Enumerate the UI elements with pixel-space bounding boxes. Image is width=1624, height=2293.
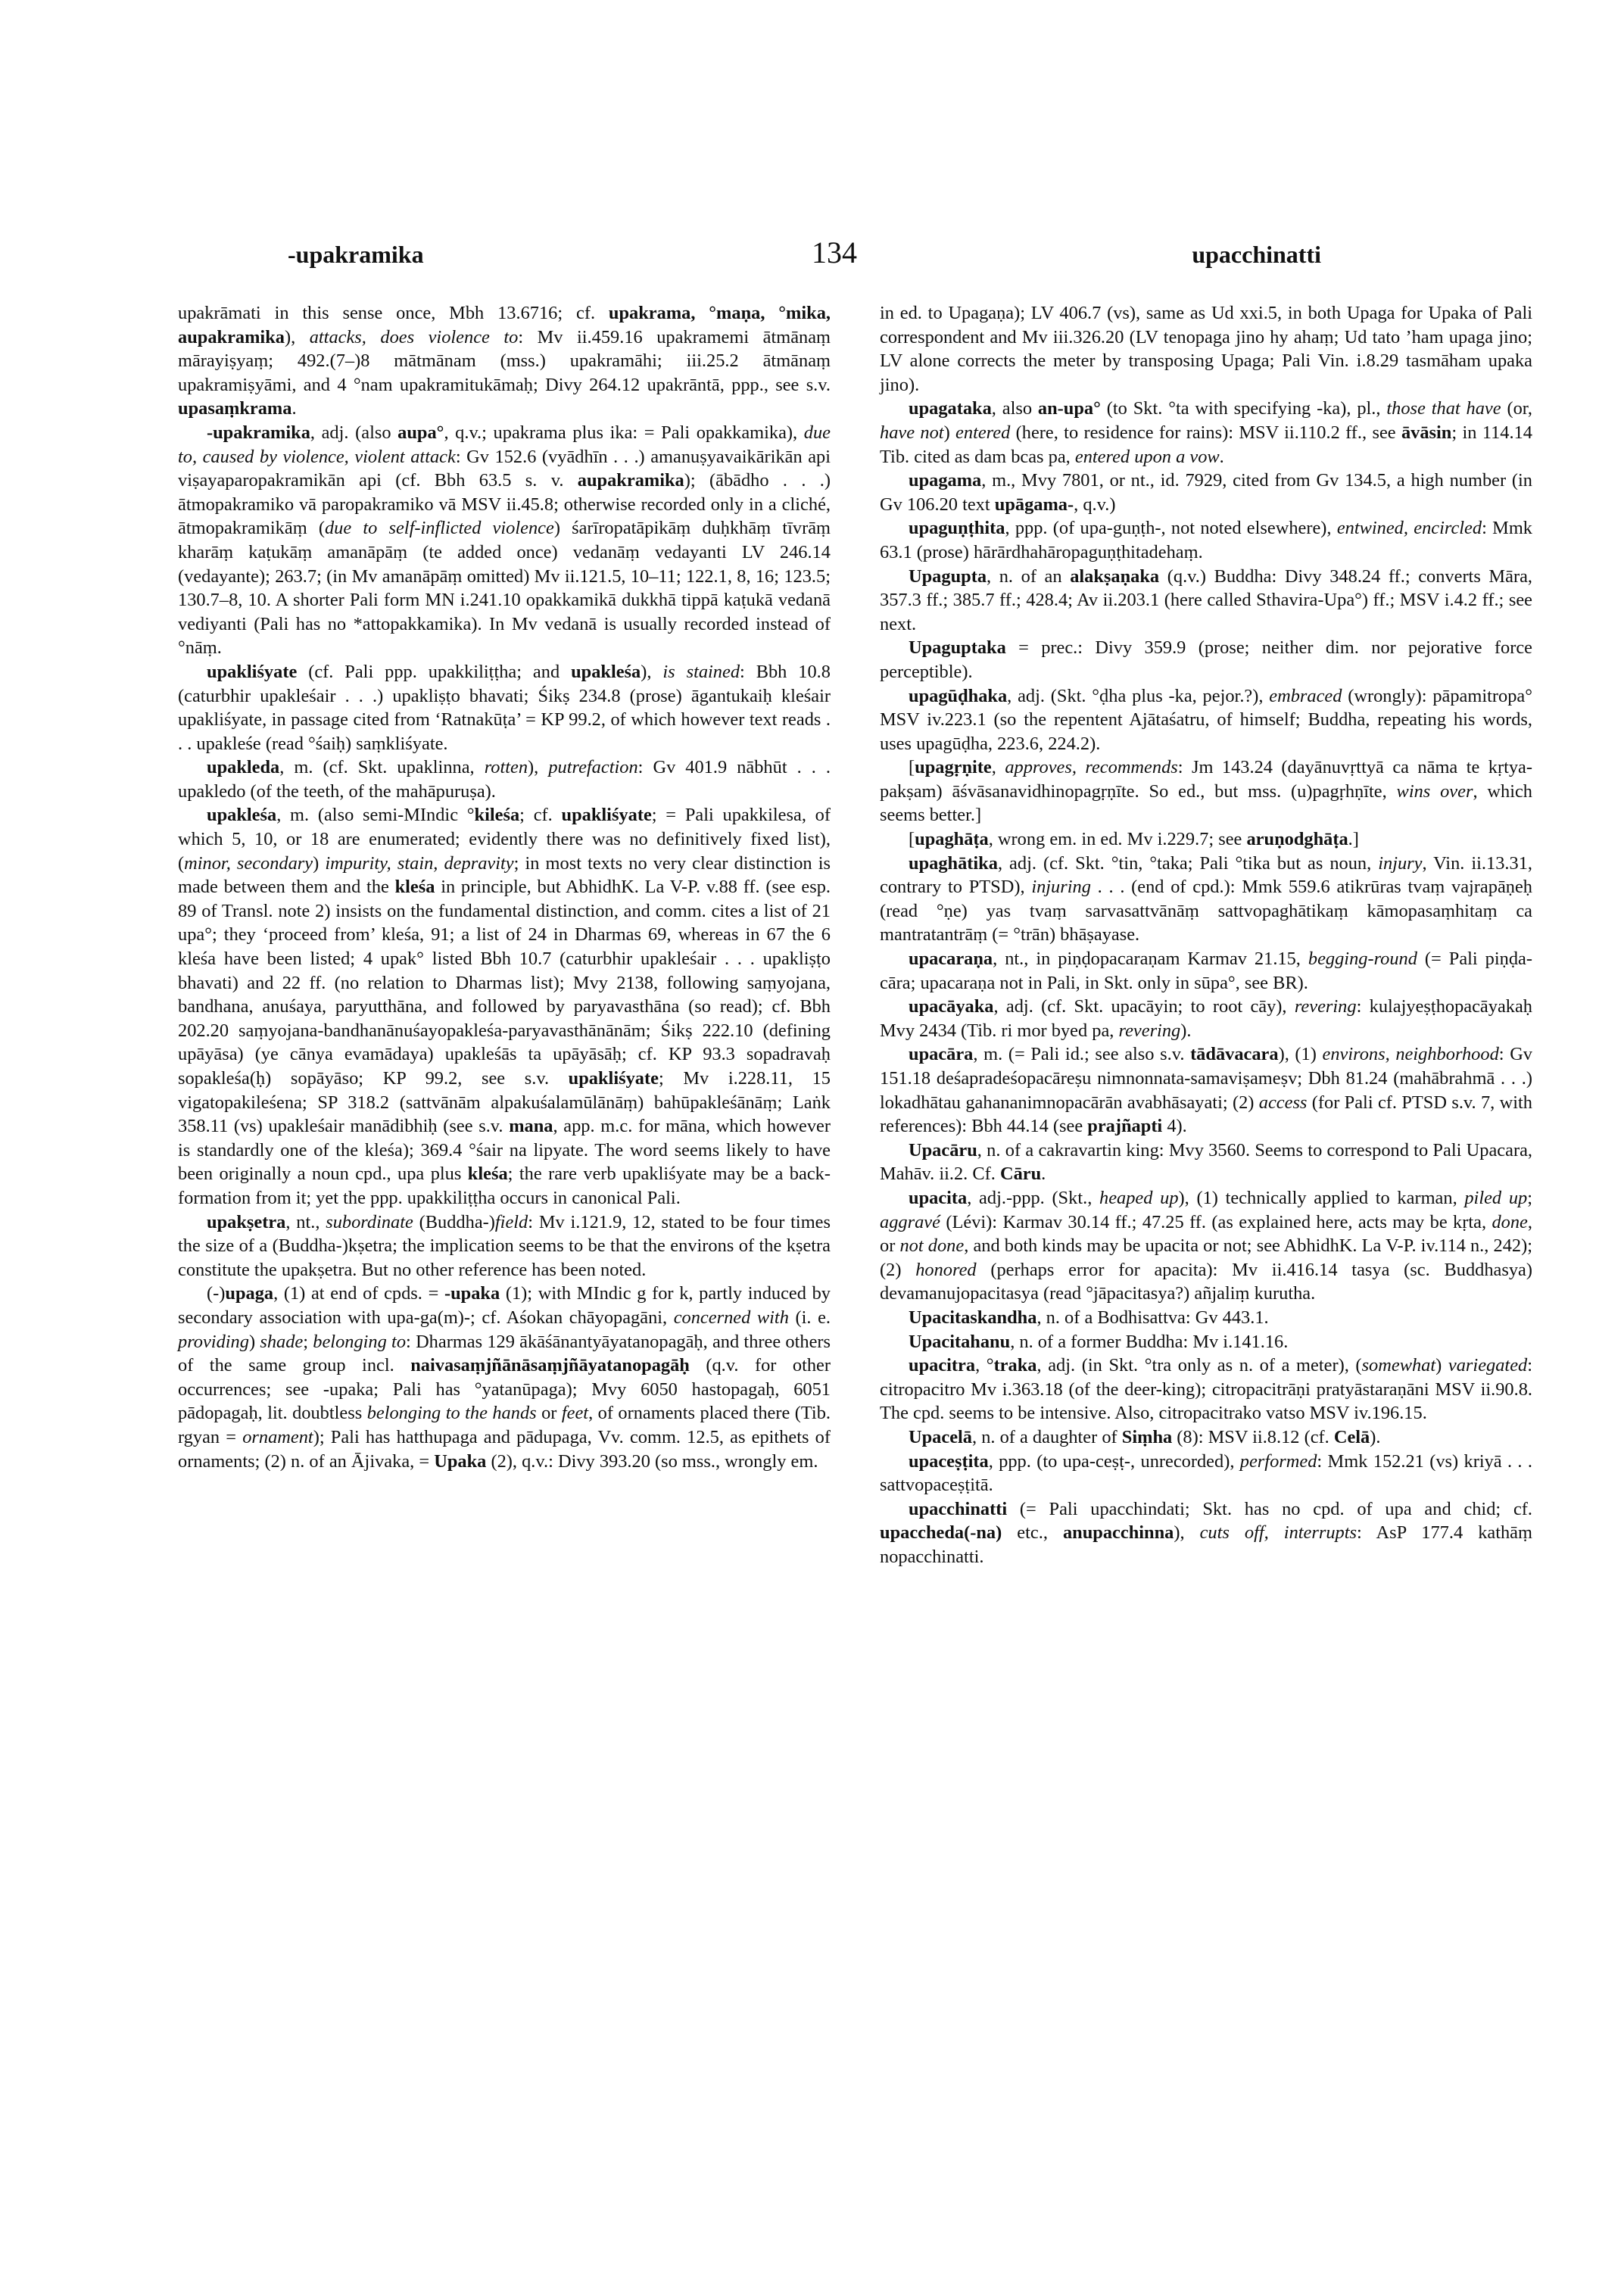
entry-paragraph: Upacelā, n. of a daughter of Siṃha (8): MSV ii.8.12 (cf. Celā).	[909, 1426, 1381, 1447]
entry-paragraph: Upaguptaka = prec.: Divy 359.9 (prose; neither dim. nor pejorative force perceptible).	[880, 637, 1532, 682]
page-number: 134	[812, 235, 857, 269]
right-column	[880, 301, 1532, 1569]
page-header	[174, 235, 1454, 286]
entry-paragraph: upacaraṇa, nt., in piṇḍopacaraṇam Karmav 21.15, begging-round (= Pali piṇḍa-cāra; upacaraṇa not in Pali, in Skt. only in sūpa°, see BR).	[880, 949, 1532, 993]
entry-paragraph: (-)upaga, (1) at end of cpds. = -upaka (1); with MIndic g for k, partly induced by secondary association with upa-ga(m)-; cf. Aśokan chāyopagāni, concerned with (i. e. providing) shade; belonging to: Dharmas 129 ākāśānantyāyatanopagāḥ, and three others of the same group incl. naivasaṃjñānāsaṃjñāyatanopagāḥ (q.v. for other occurrences; see -upaka; Pali has °yatanūpaga); Mvy 6050 hastopagaḥ, 6051 pādopagaḥ, lit. doubtless belonging to the hands or feet, of ornaments placed there (Tib. rgyan = ornament); Pali has hatthupaga and pādupaga, Vv. comm. 12.5, as epithets of ornaments; (2) n. of an Ājivaka, = Upaka (2), q.v.: Divy 393.20 (so mss., wrongly em.	[178, 1283, 831, 1472]
header-left-headword: -upakramika	[288, 241, 424, 268]
entry-paragraph: upacitra, °traka, adj. (in Skt. °tra only as n. of a meter), (somewhat) variegated: citropacitro Mv i.363.18 (of the deer-king); citropacitrāṇi pratyāstaraṇāni MSV ii.90.8. The cpd. seems to be intensive. Also, citropacitrako vatso MSV iv.196.15.	[880, 1355, 1532, 1424]
entry-paragraph: Upacitaskandha, n. of a Bodhisattva: Gv 443.1.	[909, 1307, 1269, 1328]
entry-paragraph: [upaghāṭa, wrong em. in ed. Mv i.229.7; see aruṇodghāṭa.]	[909, 829, 1359, 850]
entry-paragraph: upagūḍhaka, adj. (Skt. °ḍha plus -ka, pejor.?), embraced (wrongly): pāpamitropa° MSV iv.223.1 (so the repentent Ajātaśatru, of himself; Buddha, repeating his words, uses upagūḍha, 223.6, 224.2).	[880, 685, 1532, 754]
entry-paragraph: Upacāru, n. of a cakravartin king: Mvy 3560. Seems to correspond to Pali Upacara, Mahāv. ii.2. Cf. Cāru.	[880, 1139, 1532, 1185]
entry-paragraph: Upagupta, n. of an alakṣaṇaka (q.v.) Buddha: Divy 348.24 ff.; converts Māra, 357.3 ff.; 385.7 ff.; 428.4; Av ii.203.1 (here called Sthavira-Upa°) ff.; MSV i.4.2 ff.; see next.	[880, 565, 1532, 634]
left-column	[178, 301, 831, 1473]
entry-paragraph: Upacitahanu, n. of a former Buddha: Mv i.141.16.	[909, 1331, 1289, 1352]
entry-paragraph: upaghātika, adj. (cf. Skt. °tin, °taka; Pali °tika but as noun, injury, Vin. ii.13.31, contrary to PTSD), injuring . . . (end of cpd.): Mmk 559.6 atikrūras tvaṃ vajrapāṇeḥ (read °ṇe) yas tvaṃ sarvasattvānāṃ sattvopaghātikaṃ kāmopasaṃhitaṃ ca mantratantrāṃ (= °trān) bhāṣayase.	[880, 852, 1532, 946]
entry-paragraph: upaguṇṭhita, ppp. (of upa-guṇṭh-, not noted elsewhere), entwined, encircled: Mmk 63.1 (prose) hārārdhahāropaguṇṭhitadehaṃ.	[880, 518, 1533, 562]
entry-paragraph: upakleśa, m. (also semi-MIndic °kileśa; cf. upakliśyate; = Pali upakkilesa, of which 5, 10, or 18 are enumerated; evidently there was no definitively fixed list), (minor, secondary) impurity, stain, depravity; in most texts no very clear distinction is made between them and the kleśa in principle, but AbhidhK. La V-P. v.88 ff. (see esp. 89 of Transl. note 2) insists on the fundamental distinction, and comm. cites a list of 21 upa°; they ‘proceed from’ kleśa, 91; a list of 24 in Dharmas 69, whereas in 67 the 6 kleśa have been listed; 4 upak° listed Bbh 10.7 (caturbhir upakleśair . . . upakliṣṭo bhavati) and 22 ff. (no relation to Dharmas list); Mvy 2138, following saṃyojana, bandhana, anuśaya, paryutthāna, and followed by paryavasthāna (so read); cf. Bbh 202.20 saṃyojana-bandhanānuśayopakleśa-paryavasthānānām; Śikṣ 222.10 (defining upāyāsa) (ye cānya evamādaya) upakleśās ta upāyāsāḥ; cf. KP 93.3 sopadravaḥ sopakleśa(ḥ) sopāyāso; KP 99.2, see s.v. upakliśyate; Mv i.228.11, 15 vigatopakileśena; SP 318.2 (sattvānām alpakuśalamūlānāṃ) bahūpakleśānāṃ; Laṅk 358.11 (vs) upakleśair manādibhiḥ (see s.v. mana, app. m.c. for māna, which however is standardly one of the kleśa); 369.4 °śair na lipyate. The word seems likely to have been originally a noun cpd., upa plus kleśa; the rare verb upakliśyate may be a back-formation from it; yet the ppp. upakkiliṭṭha occurs in canonical Pali.	[178, 805, 831, 1208]
entry-paragraph: upakṣetra, nt., subordinate (Buddha-)field: Mv i.121.9, 12, stated to be four times the size of a (Buddha-)kṣetra; the implication seems to be that the environs of the kṣetra constitute the upakṣetra. But no other reference has been noted.	[178, 1211, 831, 1280]
header-right-headword: upacchinatti	[1192, 241, 1321, 268]
entry-paragraph: upacchinatti (= Pali upacchindati; Skt. has no cpd. of upa and chid; cf. upaccheda(-na) etc., anupacchinna), cuts off, interrupts: AsP 177.4 kathāṃ nopacchinatti.	[880, 1498, 1532, 1567]
entry-paragraph: -upakramika, adj. (also aupa°, q.v.; upakrama plus ika: = Pali opakkamika), due to, caused by violence, violent attack: Gv 152.6 (vyādhīn . . .) amanuṣyavaikārikān api viṣayaparopakramikān api (cf. Bbh 63.5 s. v. aupakramika); (ābādho . . .) ātmopakramiko vā paropakramiko vā MSV ii.45.8; otherwise recorded only in a cliché, ātmopakramikāṃ (due to self-inflicted violence) śarīropatāpikāṃ duḥkhāṃ tīvrāṃ kharāṃ kaṭukāṃ amanāpāṃ (te added once) vedanāṃ vedayanti LV 246.14 (vedayante); 263.7; (in Mv amanāpāṃ omitted) Mv ii.121.5, 10–11; 122.1, 8, 16; 123.5; 130.7–8, 10. A shorter Pali form MN i.241.10 opakkamikā dukkhā tippā kaṭukā vedanā vediyanti (Pali has no *attopakkamika). In Mv vedanā is usually recorded instead of °nāṃ.	[178, 422, 831, 659]
entry-paragraph: upaceṣṭita, ppp. (to upa-ceṣṭ-, unrecorded), performed: Mmk 152.21 (vs) kriyā . . . sattvopaceṣṭitā.	[880, 1450, 1532, 1496]
entry-paragraph: upacāra, m. (= Pali id.; see also s.v. tādāvacara), (1) environs, neighborhood: Gv 151.18 deśapradeśopacāreṣu nimnonnata-samaviṣameṣv; Dbh 81.24 (mahābrahmā . . .) lokadhātau gahananimnopacārān avabhāsayati; (2) access (for Pali cf. PTSD s.v. 7, with references): Bbh 44.14 (see prajñapti 4).	[880, 1044, 1533, 1137]
entry-paragraph: upakrāmati in this sense once, Mbh 13.6716; cf. upakrama, °maṇa, °mika, aupakramika), attacks, does violence to: Mv ii.459.16 upakramemi ātmānaṃ mārayiṣyaṃ; 492.(7–)8 mātmānam (mss.) upakramāhi; iii.25.2 ātmānaṃ upakramiṣyāmi, and 4 °nam upakramitukāmaḥ; Divy 264.12 upakrāntā, ppp., see s.v. upasaṃkrama.	[178, 303, 831, 419]
entry-paragraph: upacita, adj.-ppp. (Skt., heaped up), (1) technically applied to karman, piled up; aggravé (Lévi): Karmav 30.14 ff.; 47.25 ff. (as explained here, acts may be kṛta, done, or not done, and both kinds may be upacita or not; see AbhidhK. La V-P. iv.114 n., 242); (2) honored (perhaps error for apacita): Mv ii.416.14 tasya (sc. Buddhasya) devamanujopacitasya (read °jāpacitasya?) añjaliṃ kurutha.	[880, 1187, 1533, 1304]
entry-paragraph: upagataka, also an-upa° (to Skt. °ta with specifying -ka), pl., those that have (or, have not) entered (here, to residence for rains): MSV ii.110.2 ff., see āvāsin; in 114.14 Tib. cited as dam bcas pa, entered upon a vow.	[880, 398, 1533, 467]
entry-paragraph: upakleda, m. (cf. Skt. upaklinna, rotten), putrefaction: Gv 401.9 nābhūt . . . upakledo (of the teeth, of the mahāpuruṣa).	[178, 757, 831, 802]
entry-paragraph: [upagṛṇite, approves, recommends: Jm 143.24 (dayānuvṛttyā ca nāma te kṛtya-pakṣam) āśvāsanavidhinopagṛṇīte. So ed., but mss. (u)pagṛhṇīte, wins over, which seems better.]	[880, 757, 1532, 826]
entry-paragraph: upagama, m., Mvy 7801, or nt., id. 7929, cited from Gv 134.5, a high number (in Gv 106.20 text upāgama-, q.v.)	[880, 470, 1532, 515]
entry-paragraph: in ed. to Upagaṇa); LV 406.7 (vs), same as Ud xxi.5, in both Upaga for Upaka of Pali correspondent and Mv iii.326.20 (LV tenopaga jino hy ahaṃ; Ud tato ’ham upaga jino; LV alone corrects the meter by transposing Upaga; Pali Vin. i.8.29 tasmāham upaka jino).	[880, 303, 1532, 395]
entry-paragraph: upakliśyate (cf. Pali ppp. upakkiliṭṭha; and upakleśa), is stained: Bbh 10.8 (caturbhir upakleśair . . .) upakliṣṭo bhavati; Śikṣ 234.8 (prose) āgantukaiḥ kleśair upakliśyate, in passage cited from ‘Ratnakūṭa’ = KP 99.2, of which however text reads . . . upakleśe (read °śaiḥ) saṃkliśyate.	[178, 661, 831, 754]
entry-paragraph: upacāyaka, adj. (cf. Skt. upacāyin; to root cāy), revering: kulajyeṣṭhopacāyakaḥ Mvy 2434 (Tib. ri mor byed pa, revering).	[880, 996, 1532, 1041]
